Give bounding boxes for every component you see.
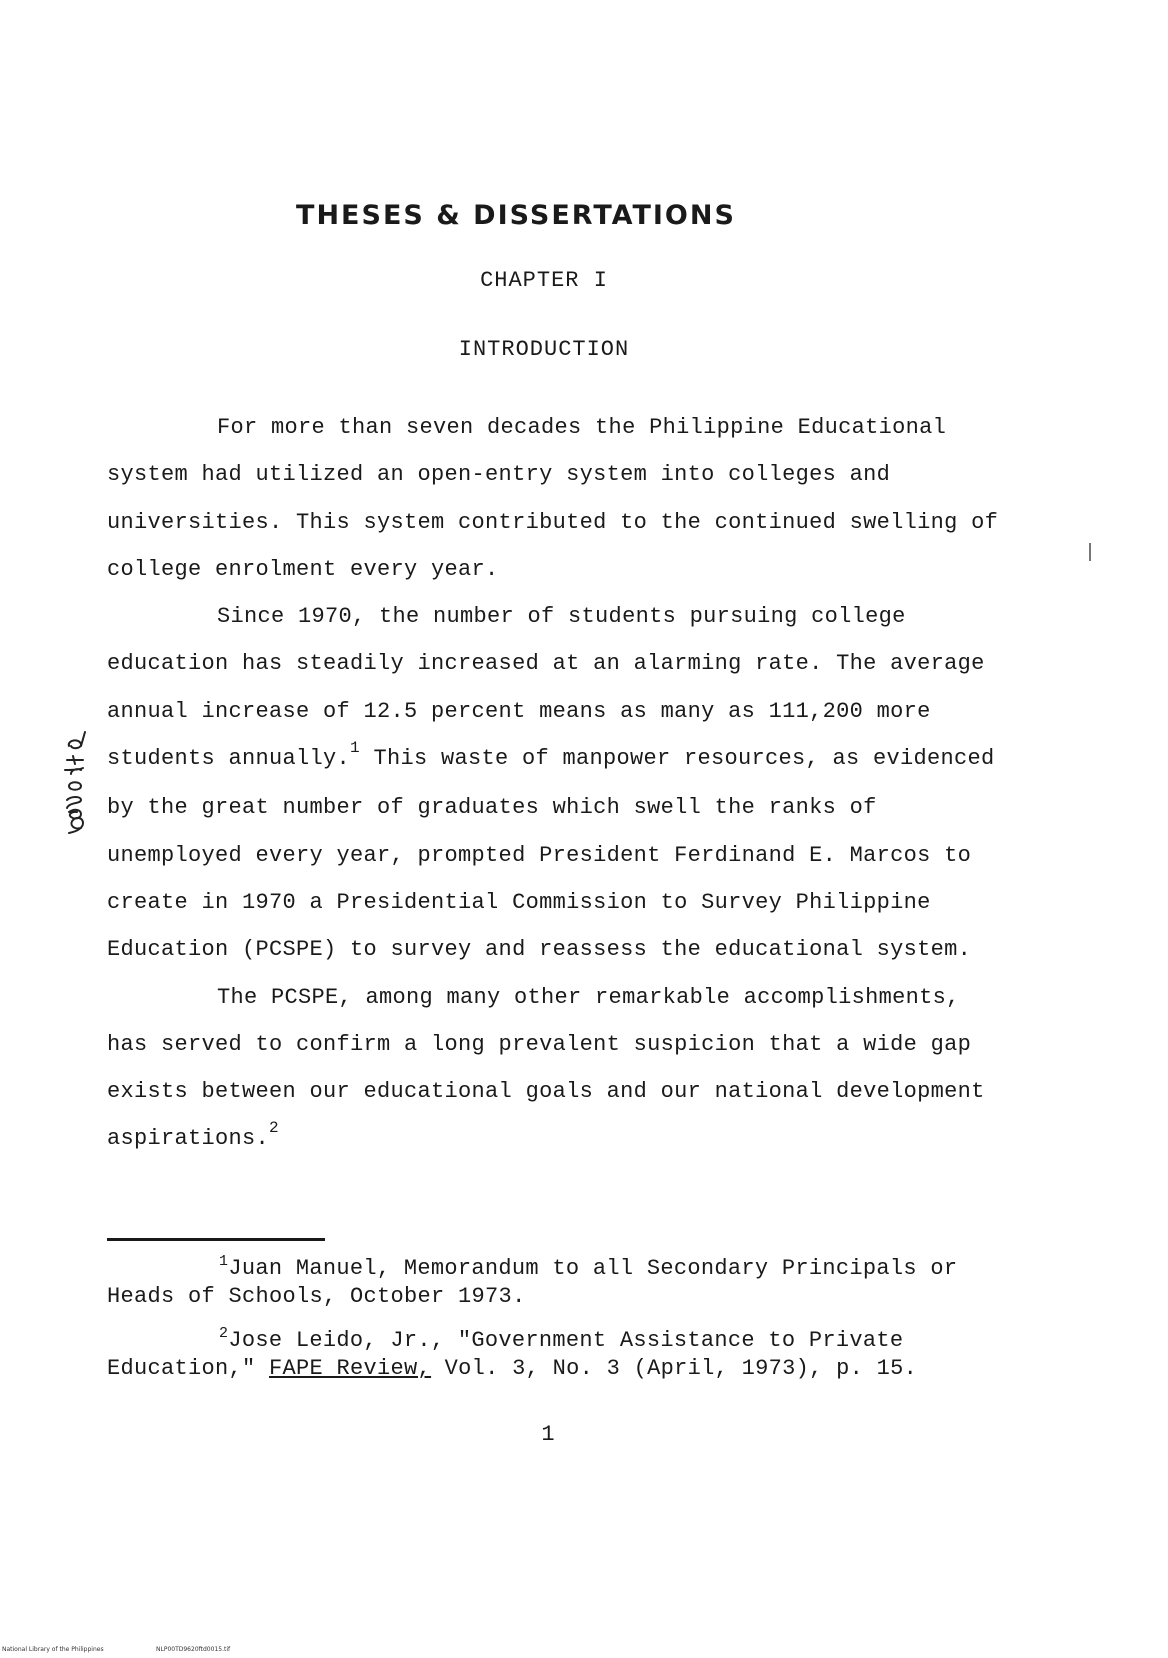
- section-title: INTRODUCTION: [458, 337, 630, 362]
- footnote-2-number: 2: [219, 1325, 229, 1342]
- paragraph-2-text-after: This waste of manpower resources, as evidenced by the great number of graduates which swell the ranks of unemployed every year, prompted President Ferdinand E. Marcos to create in 1970 a Presidential Commission to Survey Philippine Education (PCSPE) to survey and reassess the educational system.: [107, 746, 995, 963]
- footnote-divider: [107, 1238, 325, 1241]
- footnotes: [107, 1253, 987, 1400]
- paragraph-3-text: The PCSPE, among many other remarkable accomplishments, has served to confirm a long prevalent suspicion that a wide gap exists between our educational goals and our national development aspirations.: [107, 984, 985, 1152]
- footer-file-id: NLP00TD9620ftd0015.tif: [156, 1646, 231, 1653]
- footnote-1: [107, 1253, 987, 1310]
- page-number: 1: [541, 1422, 555, 1447]
- footnote-2-journal-title: FAPE Review,: [269, 1356, 432, 1381]
- footnote-2-text-after: Vol. 3, No. 3 (April, 1973), p. 15.: [431, 1356, 918, 1381]
- margin-mark: [1089, 543, 1091, 561]
- footnote-ref-2: 2: [269, 1119, 279, 1138]
- handwritten-margin-note: [55, 720, 95, 840]
- footnote-1-number: 1: [219, 1253, 229, 1270]
- paragraph-2: [107, 593, 1007, 973]
- theses-dissertations-stamp: THESES & DISSERTATIONS: [296, 200, 736, 231]
- footnote-2-text-before: Jose Leido, Jr., "Government Assistance to Private Education,": [107, 1328, 904, 1381]
- paragraph-1-text: For more than seven decades the Philippine Educational system had utilized an open-entry system into colleges and universities. This system contributed to the continued swelling of college enrolment every year.: [107, 415, 999, 582]
- chapter-heading: CHAPTER I: [480, 268, 608, 293]
- footer-library-label: National Library of the Philippines: [2, 1646, 104, 1653]
- paragraph-3: [107, 974, 1007, 1165]
- paragraph-1: [107, 404, 1007, 593]
- paragraph-2-text-before: Since 1970, the number of students pursuing college education has steadily increased at an alarming rate. The average annual increase of 12.5 percent means as many as 111,200 more students annually.: [107, 604, 985, 772]
- footnote-1-text: Juan Manuel, Memorandum to all Secondary Principals or Heads of Schools, October 1973.: [107, 1256, 958, 1309]
- footnote-ref-1: 1: [350, 739, 360, 758]
- body-text: [107, 404, 1007, 1165]
- footnote-2: [107, 1325, 987, 1382]
